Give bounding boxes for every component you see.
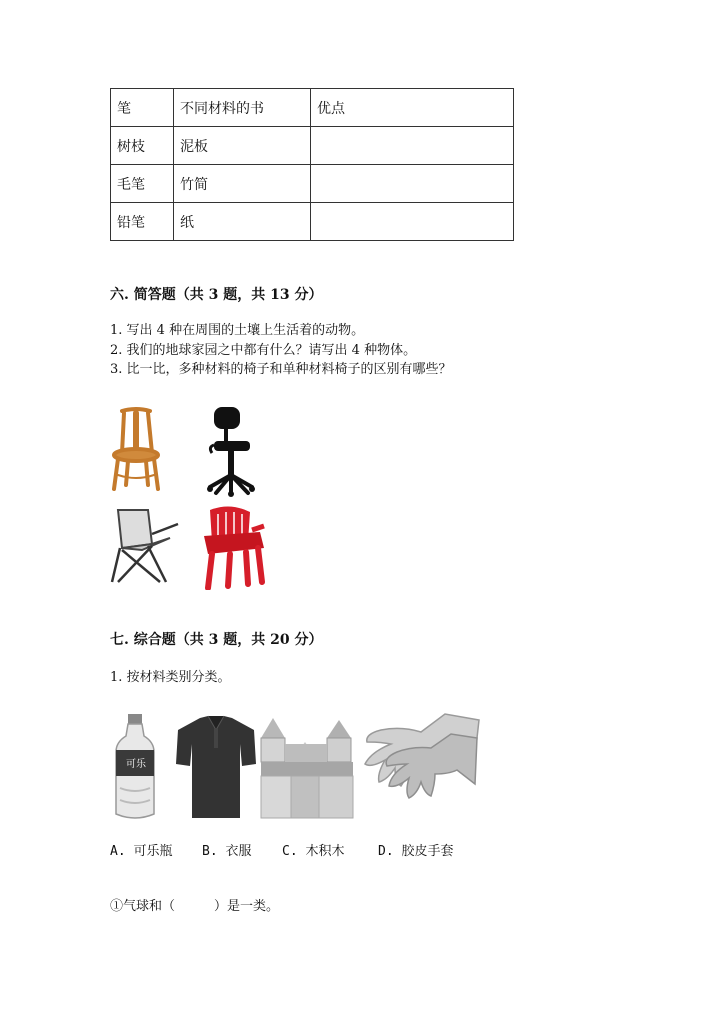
table-cell: 泥板 (174, 127, 311, 165)
cola-bottle-label: 可乐 (126, 759, 146, 770)
table-cell: 铅笔 (111, 203, 174, 241)
table-cell (311, 165, 514, 203)
option-c-label: C. 木积木 (282, 844, 345, 859)
table-row (111, 165, 514, 203)
table-cell: 不同材料的书 (174, 89, 311, 127)
table-cell (311, 203, 514, 241)
table-cell (311, 127, 514, 165)
table-row (111, 127, 514, 165)
plastic-chair-image (200, 502, 266, 590)
table-cell: 优点 (311, 89, 514, 127)
table-cell: 笔 (111, 89, 174, 127)
question-7-1: 1. 按材料类别分类。 (110, 670, 231, 685)
office-chair-image (204, 405, 260, 497)
question-3: 3. 比一比，多种材料的椅子和单种材料椅子的区别有哪些？ (110, 362, 452, 377)
shirt-image (174, 714, 258, 820)
fill-blank-prompt: ①气球和（ ）是一类。 (110, 899, 280, 914)
option-b-label: B. 衣服 (202, 844, 252, 859)
question-1: 1. 写出 4 种在周围的土壤上生活着的动物。 (110, 323, 365, 338)
section-7-title: 七. 综合题（共 3 题，共 20 分） (110, 632, 323, 648)
table-row (111, 203, 514, 241)
table-cell: 树枝 (111, 127, 174, 165)
wooden-blocks-image (259, 716, 355, 820)
table-cell: 纸 (174, 203, 311, 241)
rubber-gloves-image (361, 712, 481, 802)
question-2: 2. 我们的地球家园之中都有什么？请写出 4 种物体。 (110, 343, 417, 358)
table-cell: 毛笔 (111, 165, 174, 203)
folding-chair-image (108, 504, 182, 586)
section-6-title: 六. 简答题（共 3 题，共 13 分） (110, 287, 323, 303)
option-a-label: A. 可乐瓶 (110, 844, 173, 859)
cola-bottle-image (114, 714, 156, 820)
option-d-label: D. 胶皮手套 (378, 844, 454, 859)
materials-table (110, 88, 514, 241)
table-row (111, 89, 514, 127)
table-cell: 竹简 (174, 165, 311, 203)
wooden-chair-image (108, 405, 164, 491)
